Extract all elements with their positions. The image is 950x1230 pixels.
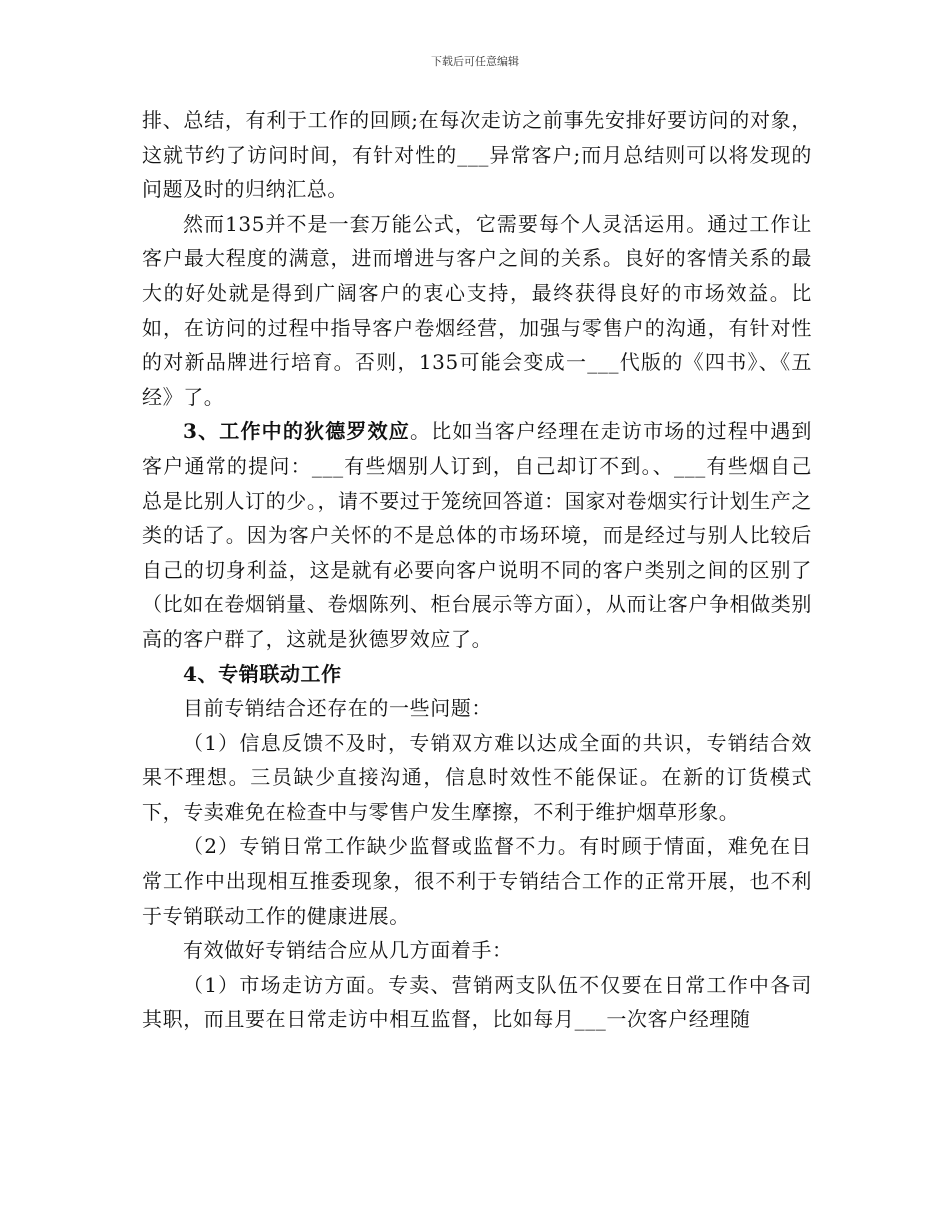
paragraph-1: 排、总结，有利于工作的回顾;在每次走访之前事先安排好要访问的对象，这就节约了访问时间，有针对性的___异常客户;而月总结则可以将发现的问题及时的归纳汇总。 bbox=[142, 108, 812, 202]
paragraph-7: （2）专销日常工作缺少监督或监督不力。有时顾于情面，难免在日常工作中出现相互推委现象，很不利于专销结合工作的正常开展，也不利于专销联动工作的健康进展。 bbox=[142, 834, 812, 928]
paragraph-5: 目前专销结合还存在的一些问题： bbox=[183, 696, 492, 721]
section-heading-3: 3、工作中的狄德罗效应 bbox=[183, 419, 410, 444]
paragraph-2: 然而135并不是一套万能公式，它需要每个人灵活运用。通过工作让客户最大程度的满意，进而增进与客户之间的关系。良好的客情关系的最大的好处就是得到广阔客户的衷心支持，最终获得良好的市场效益。比如，在访问的过程中指导客户卷烟经营，加强与零售户的沟通，有针对性的对新品牌进行培育。否则，135可能会变成一___代版的《四书》、《五经》了。 bbox=[142, 211, 812, 409]
paragraph-9: （1）市场走访方面。专卖、营销两支队伍不仅要在日常工作中各司其职，而且要在日常走访中相互监督，比如每月___一次客户经理随 bbox=[142, 972, 812, 1032]
page-header-note: 下载后可任意编辑 bbox=[431, 55, 519, 68]
document-body bbox=[142, 103, 812, 1037]
paragraph-8: 有效做好专销结合应从几方面着手： bbox=[183, 938, 513, 963]
paragraph-3 bbox=[142, 414, 812, 656]
section-heading-4: 4、专销联动工作 bbox=[183, 661, 342, 686]
paragraph-6: （1）信息反馈不及时，专销双方难以达成全面的共识，专销结合效果不理想。三员缺少直接沟通，信息时效性不能保证。在新的订货模式下，专卖难免在检查中与零售户发生摩擦，不利于维护烟草形象。 bbox=[142, 730, 812, 824]
paragraph-3-text: 。比如当客户经理在走访市场的过程中遇到客户通常的提问：___有些烟别人订到，自己却订不到。、___有些烟自己总是比别人订的少。，请不要过于笼统回答道：国家对卷烟实行计划生产之类的话了。因为客户关怀的不是总体的市场环境，而是经过与别人比较后自己的切身利益，这是就有必要向客户说明不同的客户类别之间的区别了（比如在卷烟销量、卷烟陈列、柜台展示等方面），从而让客户争相做类别高的客户群了，这就是狄德罗效应了。 bbox=[142, 419, 812, 651]
